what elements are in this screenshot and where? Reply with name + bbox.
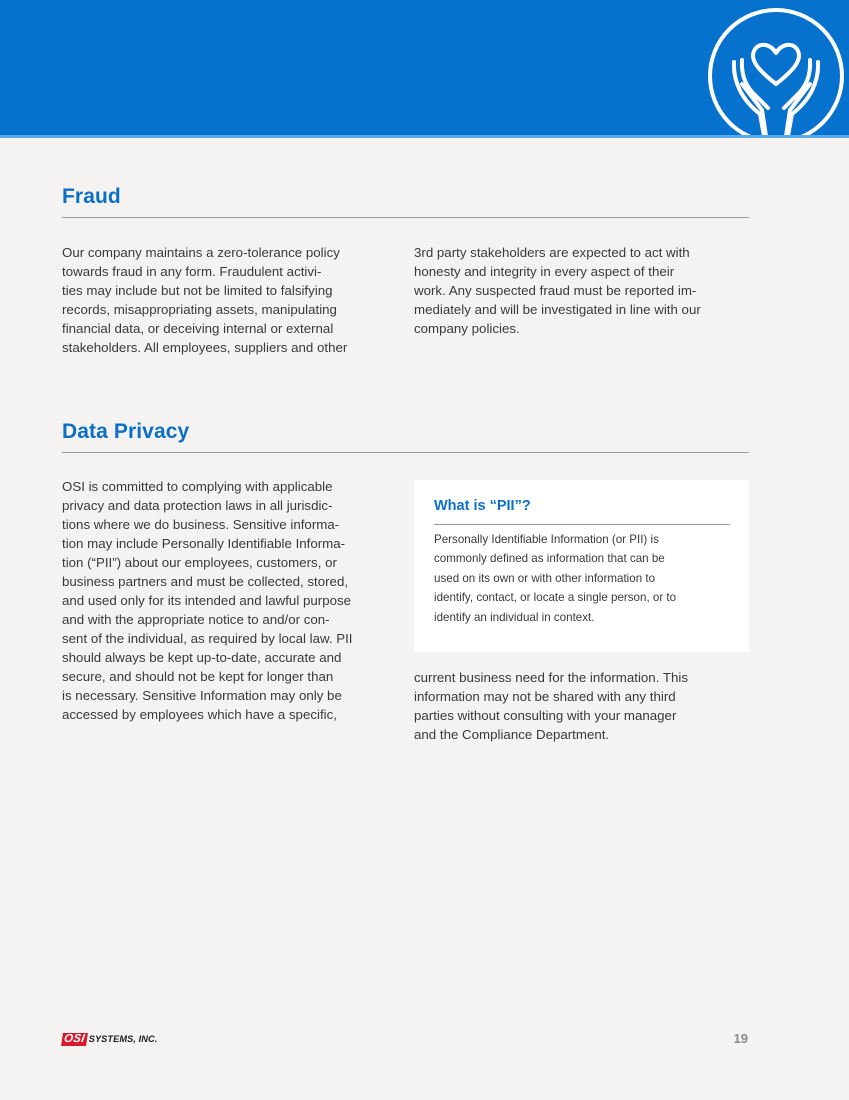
pii-callout-body [434,530,676,627]
fraud-heading: Fraud [62,185,121,208]
text-line: information may not be shared with any third [414,689,676,704]
text-line: identify, contact, or locate a single person, or to [434,591,677,605]
company-logo [62,1032,157,1046]
text-line: privacy and data protection laws in all jurisdic- [62,498,333,513]
text-line: and used only for its intended and lawful purpose [62,593,352,608]
text-line: and with the appropriate notice to and/or con- [62,612,330,627]
pii-callout-divider [434,524,730,525]
page-number: 19 [733,1031,748,1046]
text-line: records, misappropriating assets, manipulating [62,302,337,317]
text-line: commonly defined as information that can be [434,552,665,566]
text-line: Our company maintains a zero-tolerance policy [62,245,340,260]
pii-callout-box [414,480,749,652]
privacy-divider [62,452,749,453]
privacy-body-col2 [414,668,688,744]
text-line: and the Compliance Department. [414,727,610,742]
fraud-divider [62,217,749,218]
text-line: is necessary. Sensitive Information may only be [62,688,342,703]
text-line: stakeholders. All employees, suppliers and other [62,340,348,355]
text-line: towards fraud in any form. Fraudulent activi- [62,264,322,279]
text-line: business partners and must be collected, stored, [62,574,349,589]
text-line: honesty and integrity in every aspect of their [414,264,675,279]
hands-holding-heart-icon [706,6,846,138]
text-line: work. Any suspected fraud must be reported im- [414,283,697,298]
privacy-body-col1 [62,477,352,724]
text-line: tions where we do business. Sensitive informa- [62,517,340,532]
text-line: company policies. [414,321,520,336]
text-line: parties without consulting with your manager [414,708,677,723]
pii-callout-title: What is “PII”? [434,498,531,514]
text-line: should always be kept up-to-date, accurate and [62,650,342,665]
fraud-body-col1 [62,243,347,357]
text-line: identify an individual in context. [434,610,595,624]
text-line: OSI is committed to complying with applicable [62,479,333,494]
header-band [0,0,849,138]
text-line: ties may include but not be limited to falsifying [62,283,333,298]
logo-text: SYSTEMS, INC. [88,1034,158,1044]
text-line: Personally Identifiable Information (or PII) is [434,533,659,546]
logo-mark: OSI [61,1033,88,1046]
fraud-body-col2 [414,243,701,338]
text-line: secure, and should not be kept for longer than [62,669,334,684]
text-line: sent of the individual, as required by local law. PII [62,631,353,646]
text-line: tion may include Personally Identifiable Informa- [62,536,346,551]
text-line: financial data, or deceiving internal or external [62,321,334,336]
privacy-heading: Data Privacy [62,420,190,443]
text-line: accessed by employees which have a specific, [62,707,337,722]
text-line: used on its own or with other information to [434,571,656,585]
text-line: 3rd party stakeholders are expected to act with [414,245,690,260]
text-line: tion (“PII”) about our employees, customers, or [62,555,337,570]
text-line: current business need for the information. This [414,670,688,685]
text-line: mediately and will be investigated in line with our [414,302,701,317]
